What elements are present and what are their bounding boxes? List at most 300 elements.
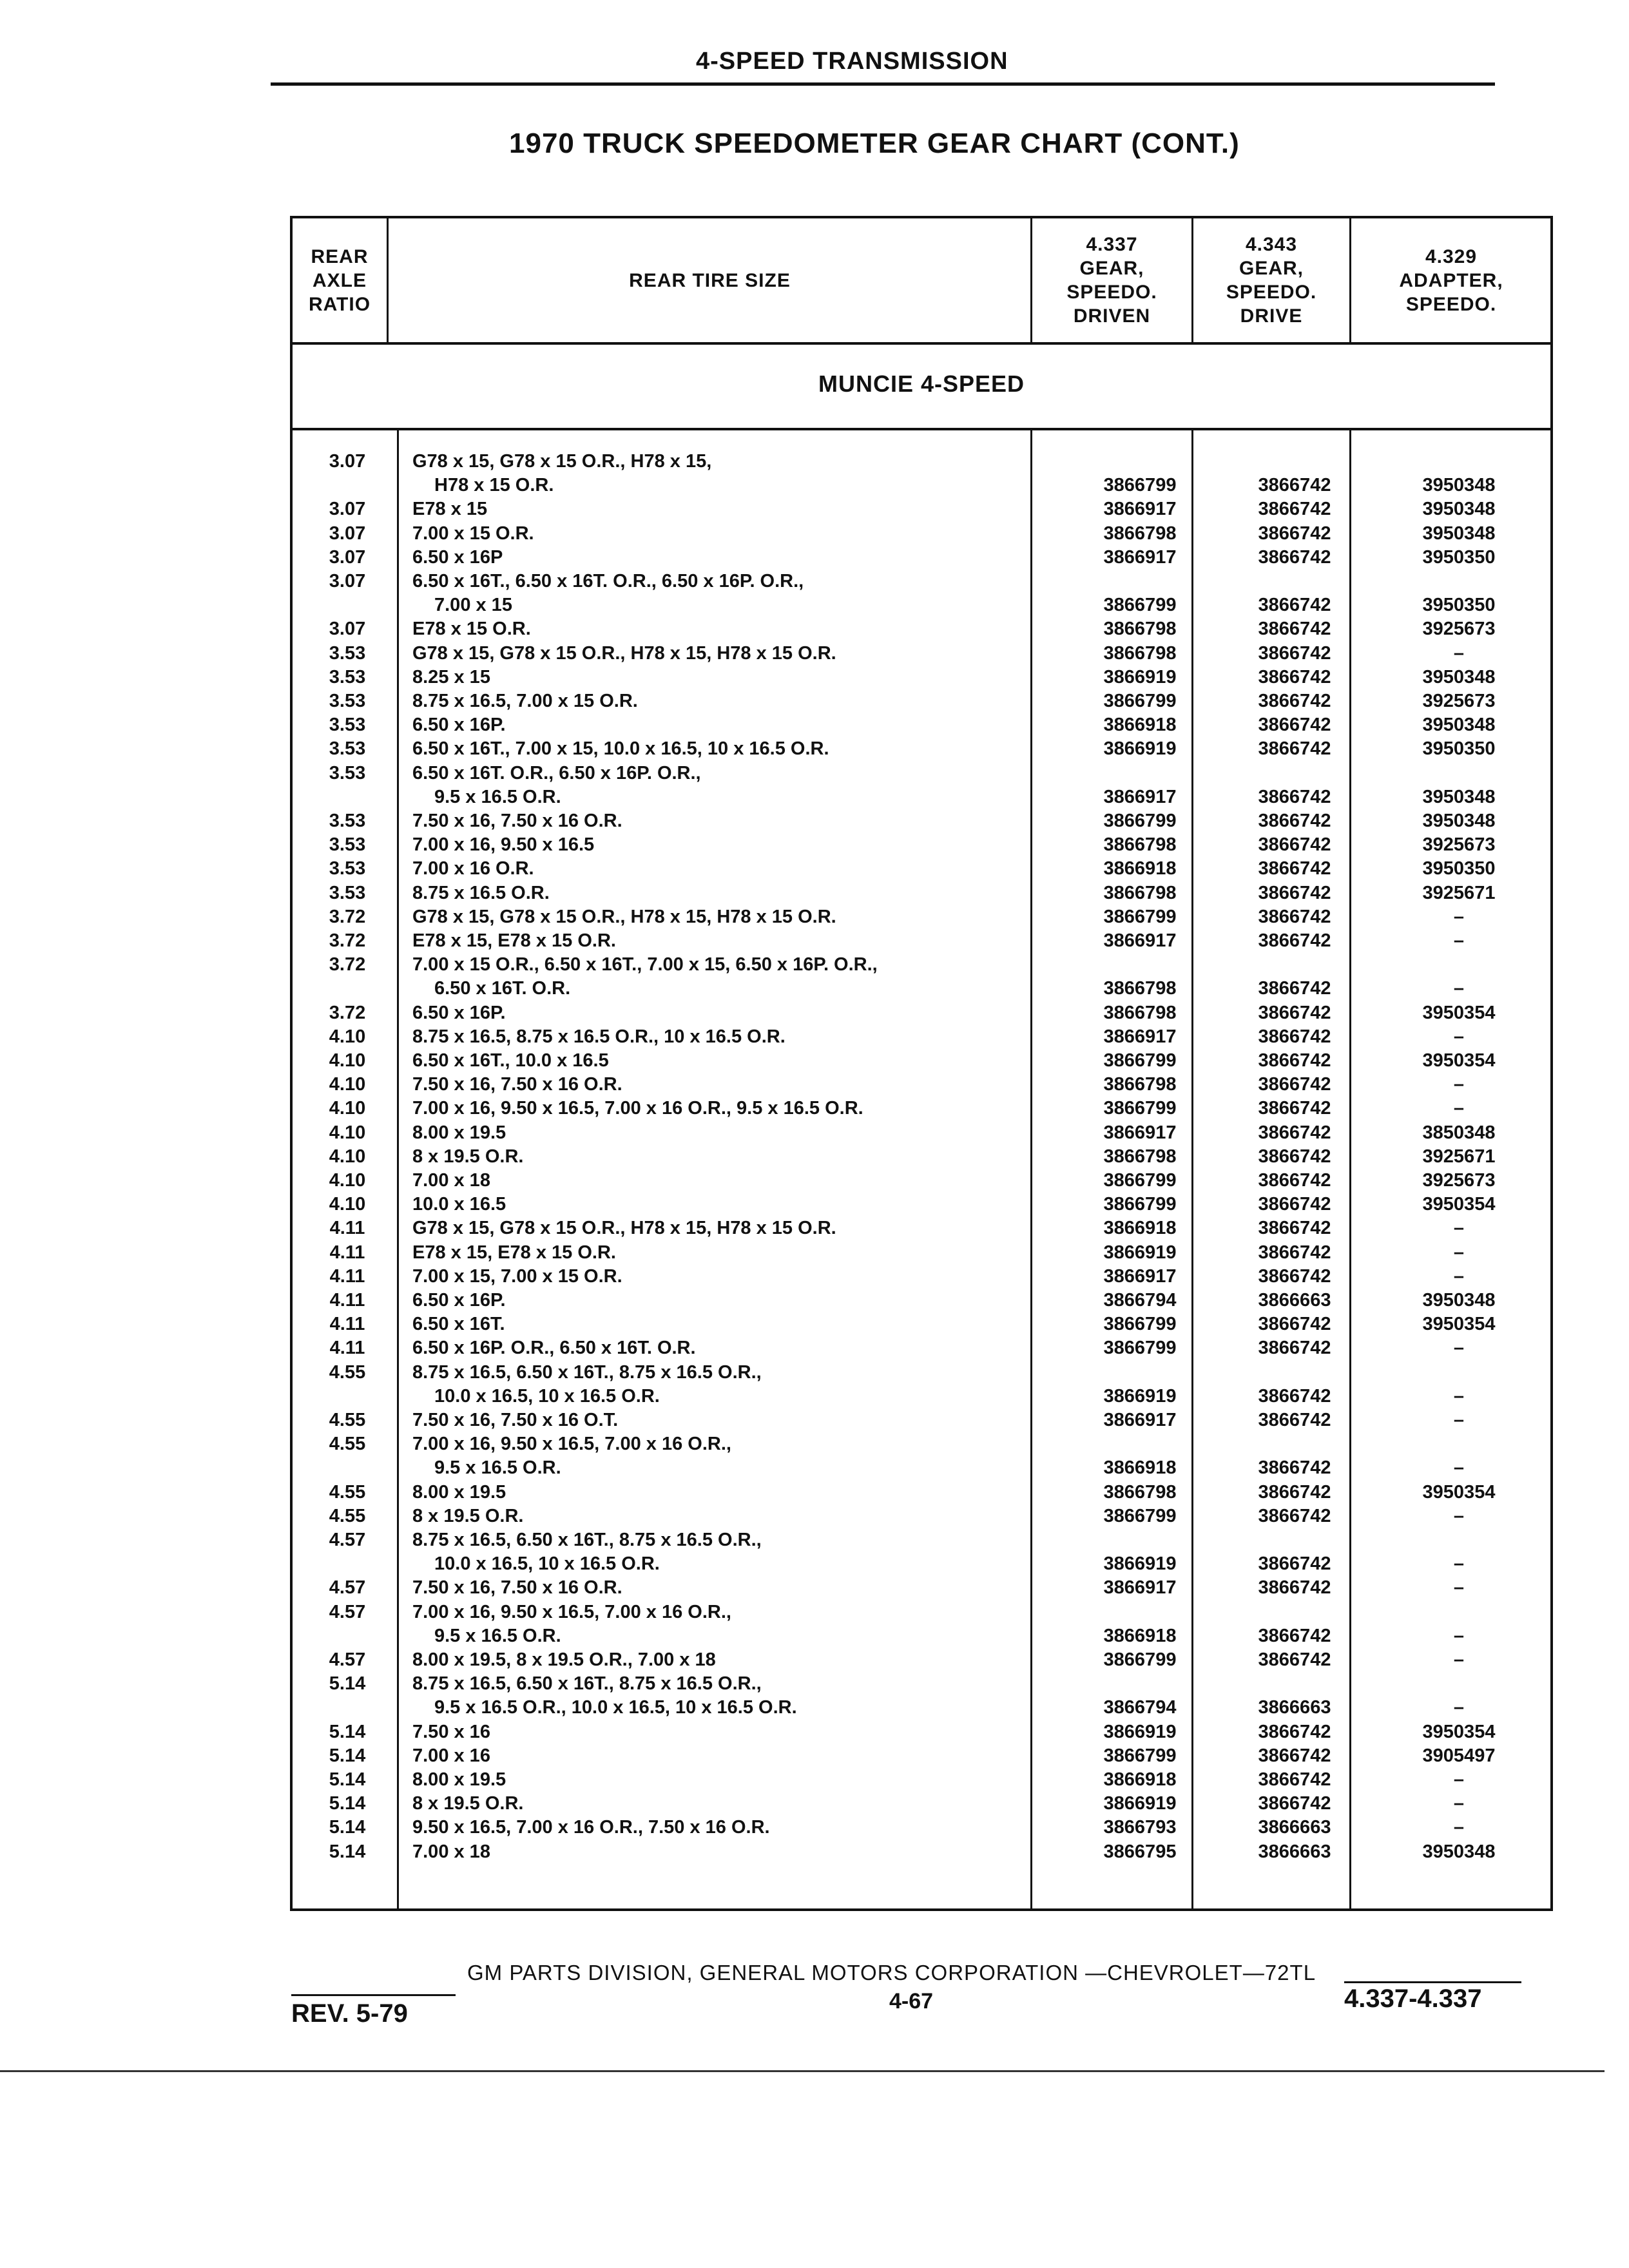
speedo-adapter-cell: – xyxy=(1453,978,1465,999)
table-row xyxy=(293,1408,1550,1432)
speedo-driven-cell: 3866798 xyxy=(1103,1074,1177,1095)
speedo-adapter-cell: – xyxy=(1453,1385,1465,1407)
axle-ratio-cell: 4.11 xyxy=(329,1290,365,1311)
axle-ratio-cell: 3.53 xyxy=(329,858,366,879)
axle-ratio-cell: 4.11 xyxy=(329,1242,365,1263)
speedo-drive-cell: 3866742 xyxy=(1258,642,1331,664)
speedo-driven-cell: 3866799 xyxy=(1103,1338,1177,1359)
speedo-adapter-cell: – xyxy=(1453,1410,1465,1430)
table-body xyxy=(290,428,1553,1911)
speedo-driven-cell: 3866798 xyxy=(1103,882,1177,903)
tire-size-cell: E78 x 15, E78 x 15 O.R. xyxy=(412,1242,616,1263)
table-row xyxy=(293,1504,1550,1528)
speedo-driven-cell: 3866917 xyxy=(1103,1265,1177,1287)
table-row xyxy=(293,1528,1550,1552)
speedo-drive-cell: 3866742 xyxy=(1258,691,1331,711)
speedo-driven-cell: 3866798 xyxy=(1103,1481,1177,1503)
speedo-driven-cell: 3866917 xyxy=(1103,786,1177,807)
column-header-adapter: 4.329 ADAPTER, SPEEDO. xyxy=(1399,245,1503,315)
axle-ratio-cell: 4.10 xyxy=(329,1194,366,1215)
tire-size-cell: 8.00 x 19.5 xyxy=(412,1122,506,1143)
tire-size-cell: 8.25 x 15 xyxy=(412,666,490,687)
axle-ratio-cell: 4.11 xyxy=(329,1338,365,1359)
table-row xyxy=(293,689,1550,713)
speedo-adapter-cell: 3950348 xyxy=(1422,666,1496,687)
tire-size-cell: 6.50 x 16T. xyxy=(412,1314,505,1335)
table-row xyxy=(293,1216,1550,1240)
speedo-driven-cell: 3866917 xyxy=(1103,1122,1177,1143)
speedo-driven-cell: 3866799 xyxy=(1103,1050,1177,1071)
axle-ratio-cell: 4.10 xyxy=(329,1098,366,1119)
table-row xyxy=(293,593,1550,617)
speedo-adapter-cell: 3950354 xyxy=(1422,1194,1496,1215)
speedo-adapter-cell: – xyxy=(1453,1098,1465,1119)
speedo-adapter-cell: 3950350 xyxy=(1422,595,1496,616)
speedo-adapter-cell: 3950354 xyxy=(1422,1050,1496,1071)
table-row xyxy=(293,737,1550,761)
speedo-drive-cell: 3866742 xyxy=(1258,1505,1331,1526)
tire-size-cell: G78 x 15, G78 x 15 O.R., H78 x 15, xyxy=(412,451,712,472)
tire-size-cell: 7.00 x 16, 9.50 x 16.5, 7.00 x 16 O.R., xyxy=(412,1434,731,1455)
section-label: MUNCIE 4-SPEED xyxy=(818,370,1025,397)
speedo-drive-cell: 3866742 xyxy=(1258,666,1331,687)
tire-size-cell: 7.00 x 18 xyxy=(412,1170,490,1191)
axle-ratio-cell: 3.07 xyxy=(329,523,366,544)
speedo-drive-cell: 3866742 xyxy=(1258,1098,1331,1119)
speedo-adapter-cell: – xyxy=(1453,1577,1465,1599)
section-band xyxy=(290,342,1553,430)
table-row xyxy=(293,1576,1550,1600)
axle-ratio-cell: 3.53 xyxy=(329,762,366,783)
tire-size-cell: 9.5 x 16.5 O.R. xyxy=(434,786,561,807)
speedo-driven-cell: 3866799 xyxy=(1103,691,1177,711)
speedo-adapter-cell: 3925673 xyxy=(1422,1170,1496,1191)
axle-ratio-cell: 4.11 xyxy=(329,1265,365,1287)
axle-ratio-cell: 3.07 xyxy=(329,571,366,591)
speedo-drive-cell: 3866742 xyxy=(1258,1146,1331,1167)
speedo-drive-cell: 3866742 xyxy=(1258,1625,1331,1646)
speedo-driven-cell: 3866918 xyxy=(1103,1218,1177,1239)
axle-ratio-cell: 4.57 xyxy=(329,1649,366,1670)
tire-size-cell: 6.50 x 16P. xyxy=(412,1290,506,1311)
speedo-adapter-cell: 3925673 xyxy=(1422,834,1496,856)
axle-ratio-cell: 4.57 xyxy=(329,1577,366,1599)
axle-ratio-cell: 3.72 xyxy=(329,906,366,927)
table-row xyxy=(293,1552,1550,1576)
speedo-driven-cell: 3866799 xyxy=(1103,595,1177,616)
speedo-adapter-cell: 3950348 xyxy=(1422,499,1496,520)
tire-size-cell: 8.75 x 16.5, 6.50 x 16T., 8.75 x 16.5 O.R., xyxy=(412,1673,762,1695)
bottom-rule xyxy=(0,2070,1605,2072)
speedo-drive-cell: 3866742 xyxy=(1258,1410,1331,1430)
table-row xyxy=(293,953,1550,977)
tire-size-cell: 8.00 x 19.5 xyxy=(412,1481,506,1503)
speedo-drive-cell: 3866742 xyxy=(1258,1338,1331,1359)
tire-size-cell: 6.50 x 16P. xyxy=(412,1002,506,1023)
speedo-driven-cell: 3866795 xyxy=(1103,1841,1177,1862)
axle-ratio-cell: 4.10 xyxy=(329,1146,366,1167)
table-row xyxy=(293,1241,1550,1265)
table-row xyxy=(293,617,1550,641)
speedo-drive-cell: 3866742 xyxy=(1258,1577,1331,1599)
axle-ratio-cell: 4.10 xyxy=(329,1122,366,1143)
speedo-driven-cell: 3866798 xyxy=(1103,978,1177,999)
speedo-driven-cell: 3866919 xyxy=(1103,1385,1177,1407)
speedo-adapter-cell: 3950354 xyxy=(1422,1721,1496,1742)
speedo-adapter-cell: 3905497 xyxy=(1422,1745,1496,1766)
table-row xyxy=(293,1840,1550,1864)
tire-size-cell: 8.75 x 16.5, 6.50 x 16T., 8.75 x 16.5 O.R., xyxy=(412,1361,762,1383)
axle-ratio-cell: 3.53 xyxy=(329,834,366,856)
speedo-adapter-cell: – xyxy=(1453,1457,1465,1479)
tire-size-cell: 7.00 x 18 xyxy=(412,1841,490,1862)
speedo-driven-cell: 3866919 xyxy=(1103,738,1177,760)
speedo-drive-cell: 3866742 xyxy=(1258,1194,1331,1215)
tire-size-cell: 7.00 x 15 O.R. xyxy=(412,523,534,544)
speedo-driven-cell: 3866794 xyxy=(1103,1697,1177,1718)
tire-size-cell: 8.75 x 16.5, 8.75 x 16.5 O.R., 10 x 16.5 O.R. xyxy=(412,1026,786,1047)
tire-size-cell: 7.00 x 16, 9.50 x 16.5, 7.00 x 16 O.R., xyxy=(412,1601,731,1622)
speedo-adapter-cell: 3925673 xyxy=(1422,691,1496,711)
speedo-driven-cell: 3866917 xyxy=(1103,499,1177,520)
speedo-adapter-cell: 3950348 xyxy=(1422,1290,1496,1311)
tire-size-cell: 10.0 x 16.5, 10 x 16.5 O.R. xyxy=(434,1553,660,1575)
tire-size-cell: 6.50 x 16T. O.R., 6.50 x 16P. O.R., xyxy=(412,762,701,783)
speedo-drive-cell: 3866742 xyxy=(1258,1170,1331,1191)
axle-ratio-cell: 4.55 xyxy=(329,1434,366,1455)
axle-ratio-cell: 3.53 xyxy=(329,715,366,736)
table-header xyxy=(290,216,1553,345)
speedo-driven-cell: 3866918 xyxy=(1103,858,1177,879)
table-row xyxy=(293,1336,1550,1360)
speedo-adapter-cell: 3925671 xyxy=(1422,1146,1496,1167)
title-rule xyxy=(271,82,1495,86)
column-header-driven: 4.337 GEAR, SPEEDO. DRIVEN xyxy=(1066,234,1157,327)
table-row xyxy=(293,1121,1550,1145)
column-header-tire: REAR TIRE SIZE xyxy=(629,269,791,291)
speedo-drive-cell: 3866742 xyxy=(1258,738,1331,760)
tire-size-cell: 10.0 x 16.5, 10 x 16.5 O.R. xyxy=(434,1385,660,1407)
tire-size-cell: 9.5 x 16.5 O.R. xyxy=(434,1457,561,1479)
speedo-driven-cell: 3866799 xyxy=(1103,1098,1177,1119)
table-row xyxy=(293,546,1550,570)
table-row xyxy=(293,1145,1550,1169)
table-row xyxy=(293,1312,1550,1336)
tire-size-cell: 8.75 x 16.5, 6.50 x 16T., 8.75 x 16.5 O.R., xyxy=(412,1530,762,1550)
table-row xyxy=(293,833,1550,857)
table-row xyxy=(293,522,1550,546)
speedo-adapter-cell: – xyxy=(1453,1074,1465,1095)
speedo-adapter-cell: – xyxy=(1453,1769,1465,1790)
axle-ratio-cell: 4.10 xyxy=(329,1026,366,1047)
speedo-drive-cell: 3866742 xyxy=(1258,1481,1331,1503)
table-row xyxy=(293,1193,1550,1216)
axle-ratio-cell: 4.11 xyxy=(329,1314,365,1335)
speedo-driven-cell: 3866919 xyxy=(1103,1553,1177,1575)
speedo-drive-cell: 3866742 xyxy=(1258,1218,1331,1239)
speedo-driven-cell: 3866794 xyxy=(1103,1290,1177,1311)
table-row xyxy=(293,809,1550,833)
axle-ratio-cell: 3.72 xyxy=(329,1002,366,1023)
table-row xyxy=(293,977,1550,1001)
speedo-drive-cell: 3866742 xyxy=(1258,715,1331,736)
tire-size-cell: 7.00 x 15, 7.00 x 15 O.R. xyxy=(412,1265,622,1287)
table-row xyxy=(293,881,1550,905)
axle-ratio-cell: 3.07 xyxy=(329,619,366,640)
speedo-driven-cell: 3866917 xyxy=(1103,1410,1177,1430)
table-row xyxy=(293,1361,1550,1385)
table-row xyxy=(293,1648,1550,1672)
speedo-adapter-cell: – xyxy=(1453,1242,1465,1263)
tire-size-cell: G78 x 15, G78 x 15 O.R., H78 x 15, H78 x 15 O.R. xyxy=(412,642,836,664)
speedo-drive-cell: 3866742 xyxy=(1258,1122,1331,1143)
page-number: 4-67 xyxy=(889,1989,934,2013)
tire-size-cell: 8 x 19.5 O.R. xyxy=(412,1505,524,1526)
speedo-driven-cell: 3866919 xyxy=(1103,1242,1177,1263)
table-row xyxy=(293,1816,1550,1840)
speedo-drive-cell: 3866742 xyxy=(1258,1242,1331,1263)
axle-ratio-cell: 5.14 xyxy=(329,1673,366,1695)
table-row xyxy=(293,1456,1550,1480)
tire-size-cell: 10.0 x 16.5 xyxy=(412,1194,506,1215)
speedo-adapter-cell: 3950350 xyxy=(1422,546,1496,568)
tire-size-cell: 6.50 x 16T., 10.0 x 16.5 xyxy=(412,1050,609,1071)
tire-size-cell: 8.00 x 19.5 xyxy=(412,1769,506,1790)
tire-size-cell: G78 x 15, G78 x 15 O.R., H78 x 15, H78 x 15 O.R. xyxy=(412,1218,836,1239)
tire-size-cell: 9.5 x 16.5 O.R. xyxy=(434,1625,561,1646)
tire-size-cell: 7.50 x 16 xyxy=(412,1721,490,1742)
column-header-ratio: REAR AXLE RATIO xyxy=(308,245,371,315)
tire-size-cell: 6.50 x 16T. O.R. xyxy=(434,978,571,999)
table-row xyxy=(293,1432,1550,1456)
tire-size-cell: E78 x 15 xyxy=(412,499,488,520)
speedo-drive-cell: 3866742 xyxy=(1258,1457,1331,1479)
chart-title: 1970 TRUCK SPEEDOMETER GEAR CHART (CONT.) xyxy=(509,128,1240,159)
speedo-drive-cell: 3866742 xyxy=(1258,1385,1331,1407)
speedo-drive-cell: 3866742 xyxy=(1258,523,1331,544)
axle-ratio-cell: 3.53 xyxy=(329,882,366,903)
speedo-adapter-cell: 3950354 xyxy=(1422,1314,1496,1335)
table-row xyxy=(293,1481,1550,1504)
speedo-drive-cell: 3866742 xyxy=(1258,1265,1331,1287)
speedo-driven-cell: 3866793 xyxy=(1103,1817,1177,1838)
speedo-adapter-cell: – xyxy=(1453,1649,1465,1670)
table-row xyxy=(293,1265,1550,1289)
table-row xyxy=(293,570,1550,593)
axle-ratio-cell: 3.53 xyxy=(329,642,366,664)
tire-size-cell: 7.50 x 16, 7.50 x 16 O.R. xyxy=(412,811,622,831)
speedo-drive-cell: 3866742 xyxy=(1258,1314,1331,1335)
table-row xyxy=(293,1744,1550,1768)
speedo-adapter-cell: 3925671 xyxy=(1422,882,1496,903)
tire-size-cell: 7.50 x 16, 7.50 x 16 O.R. xyxy=(412,1074,622,1095)
axle-ratio-cell: 3.07 xyxy=(329,546,366,568)
speedo-drive-cell: 3866663 xyxy=(1258,1817,1331,1838)
table-row xyxy=(293,666,1550,689)
table-row xyxy=(293,785,1550,809)
speedo-driven-cell: 3866918 xyxy=(1103,1457,1177,1479)
axle-ratio-cell: 3.53 xyxy=(329,738,366,760)
speedo-adapter-cell: 3950348 xyxy=(1422,1841,1496,1862)
speedo-adapter-cell: – xyxy=(1453,930,1465,951)
tire-size-cell: 6.50 x 16P. xyxy=(412,715,506,736)
table-row xyxy=(293,474,1550,497)
table-row xyxy=(293,762,1550,785)
speedo-adapter-cell: 3950350 xyxy=(1422,738,1496,760)
speedo-driven-cell: 3866798 xyxy=(1103,619,1177,640)
speedo-driven-cell: 3866798 xyxy=(1103,642,1177,664)
speedo-adapter-cell: 3950354 xyxy=(1422,1002,1496,1023)
axle-ratio-cell: 4.10 xyxy=(329,1050,366,1071)
table-row xyxy=(293,1049,1550,1073)
axle-ratio-cell: 3.72 xyxy=(329,930,366,951)
speedo-drive-cell: 3866742 xyxy=(1258,1050,1331,1071)
speedo-driven-cell: 3866798 xyxy=(1103,834,1177,856)
tire-size-cell: 9.5 x 16.5 O.R., 10.0 x 16.5, 10 x 16.5 O.R. xyxy=(434,1697,797,1718)
speedo-adapter-cell: – xyxy=(1453,642,1465,664)
table-row xyxy=(293,857,1550,881)
table-row xyxy=(293,1624,1550,1648)
table-row xyxy=(293,1001,1550,1025)
speedo-driven-cell: 3866919 xyxy=(1103,666,1177,687)
speedo-driven-cell: 3866799 xyxy=(1103,1170,1177,1191)
speedo-drive-cell: 3866742 xyxy=(1258,475,1331,496)
speedo-driven-cell: 3866919 xyxy=(1103,1793,1177,1814)
tire-size-cell: 6.50 x 16T., 6.50 x 16T. O.R., 6.50 x 16P. O.R., xyxy=(412,571,804,591)
speedo-drive-cell: 3866663 xyxy=(1258,1697,1331,1718)
tire-size-cell: 7.00 x 16 O.R. xyxy=(412,858,534,879)
speedo-drive-cell: 3866742 xyxy=(1258,882,1331,903)
tire-size-cell: 6.50 x 16P xyxy=(412,546,503,568)
footer-organization: GM PARTS DIVISION, GENERAL MOTORS CORPORATION —CHEVROLET—72TL xyxy=(467,1961,1316,1984)
speedo-drive-cell: 3866742 xyxy=(1258,1074,1331,1095)
speedo-adapter-cell: – xyxy=(1453,1625,1465,1646)
speedo-drive-cell: 3866742 xyxy=(1258,906,1331,927)
speedo-drive-cell: 3866663 xyxy=(1258,1841,1331,1862)
speedo-driven-cell: 3866799 xyxy=(1103,1505,1177,1526)
speedo-adapter-cell: – xyxy=(1453,1505,1465,1526)
speedo-adapter-cell: – xyxy=(1453,906,1465,927)
tire-size-cell: 7.00 x 15 O.R., 6.50 x 16T., 7.00 x 15, 6.50 x 16P. O.R., xyxy=(412,954,878,975)
speedo-drive-cell: 3866742 xyxy=(1258,1793,1331,1814)
tire-size-cell: E78 x 15 O.R. xyxy=(412,619,531,640)
speedo-driven-cell: 3866918 xyxy=(1103,1625,1177,1646)
speedo-drive-cell: 3866742 xyxy=(1258,1002,1331,1023)
speedo-adapter-cell: 3950348 xyxy=(1422,811,1496,831)
speedo-adapter-cell: – xyxy=(1453,1218,1465,1239)
table-row xyxy=(293,1097,1550,1120)
tire-size-cell: 9.50 x 16.5, 7.00 x 16 O.R., 7.50 x 16 O.R. xyxy=(412,1817,770,1838)
axle-ratio-cell: 4.55 xyxy=(329,1410,366,1430)
table-row xyxy=(293,905,1550,929)
speedo-drive-cell: 3866742 xyxy=(1258,834,1331,856)
tire-size-cell: 6.50 x 16T., 7.00 x 15, 10.0 x 16.5, 10 x 16.5 O.R. xyxy=(412,738,829,760)
tire-size-cell: 7.00 x 16, 9.50 x 16.5 xyxy=(412,834,595,856)
table-row xyxy=(293,450,1550,474)
speedo-adapter-cell: – xyxy=(1453,1026,1465,1047)
footer-rule xyxy=(1344,1981,1521,1983)
speedo-driven-cell: 3866918 xyxy=(1103,1769,1177,1790)
footer-rule xyxy=(291,1994,456,1996)
speedo-adapter-cell: 3950348 xyxy=(1422,715,1496,736)
speedo-driven-cell: 3866799 xyxy=(1103,811,1177,831)
axle-ratio-cell: 5.14 xyxy=(329,1841,366,1862)
axle-ratio-cell: 5.14 xyxy=(329,1817,366,1838)
section-title: 4-SPEED TRANSMISSION xyxy=(696,48,1008,75)
table-row xyxy=(293,1385,1550,1408)
tire-size-cell: 7.00 x 15 xyxy=(434,595,512,616)
tire-size-cell: 7.50 x 16, 7.50 x 16 O.R. xyxy=(412,1577,622,1599)
tire-size-cell: H78 x 15 O.R. xyxy=(434,475,554,496)
axle-ratio-cell: 4.10 xyxy=(329,1074,366,1095)
table-row xyxy=(293,1672,1550,1696)
speedo-drive-cell: 3866742 xyxy=(1258,595,1331,616)
speedo-adapter-cell: – xyxy=(1453,1265,1465,1287)
tire-size-cell: 8 x 19.5 O.R. xyxy=(412,1793,524,1814)
table-row xyxy=(293,1289,1550,1312)
speedo-drive-cell: 3866742 xyxy=(1258,1649,1331,1670)
speedo-drive-cell: 3866742 xyxy=(1258,499,1331,520)
speedo-drive-cell: 3866742 xyxy=(1258,930,1331,951)
axle-ratio-cell: 4.10 xyxy=(329,1170,366,1191)
speedo-adapter-cell: 3950348 xyxy=(1422,523,1496,544)
axle-ratio-cell: 4.11 xyxy=(329,1218,365,1239)
speedo-driven-cell: 3866917 xyxy=(1103,930,1177,951)
speedo-adapter-cell: – xyxy=(1453,1697,1465,1718)
table-row xyxy=(293,1768,1550,1792)
speedo-adapter-cell: 3925673 xyxy=(1422,619,1496,640)
axle-ratio-cell: 4.55 xyxy=(329,1505,366,1526)
tire-size-cell: 8.00 x 19.5, 8 x 19.5 O.R., 7.00 x 18 xyxy=(412,1649,716,1670)
axle-ratio-cell: 5.14 xyxy=(329,1721,366,1742)
speedo-driven-cell: 3866918 xyxy=(1103,715,1177,736)
axle-ratio-cell: 3.53 xyxy=(329,666,366,687)
axle-ratio-cell: 5.14 xyxy=(329,1793,366,1814)
table-row xyxy=(293,1073,1550,1097)
table-row xyxy=(293,642,1550,666)
speedo-adapter-cell: 3950348 xyxy=(1422,786,1496,807)
axle-ratio-cell: 3.72 xyxy=(329,954,366,975)
tire-size-cell: 7.50 x 16, 7.50 x 16 O.T. xyxy=(412,1410,619,1430)
table-row xyxy=(293,1720,1550,1744)
speedo-drive-cell: 3866742 xyxy=(1258,1745,1331,1766)
table-row xyxy=(293,929,1550,953)
speedo-adapter-cell: 3850348 xyxy=(1422,1122,1496,1143)
speedo-driven-cell: 3866799 xyxy=(1103,1194,1177,1215)
footer-code: 4.337-4.337 xyxy=(1344,1984,1482,2013)
table-row xyxy=(293,1025,1550,1049)
speedo-drive-cell: 3866742 xyxy=(1258,546,1331,568)
axle-ratio-cell: 3.53 xyxy=(329,811,366,831)
speedo-drive-cell: 3866742 xyxy=(1258,1721,1331,1742)
speedo-drive-cell: 3866663 xyxy=(1258,1290,1331,1311)
axle-ratio-cell: 5.14 xyxy=(329,1769,366,1790)
speedo-adapter-cell: 3950350 xyxy=(1422,858,1496,879)
table-row xyxy=(293,1696,1550,1720)
speedo-adapter-cell: – xyxy=(1453,1338,1465,1359)
speedo-drive-cell: 3866742 xyxy=(1258,858,1331,879)
speedo-drive-cell: 3866742 xyxy=(1258,619,1331,640)
speedo-adapter-cell: – xyxy=(1453,1793,1465,1814)
speedo-adapter-cell: 3950348 xyxy=(1422,475,1496,496)
axle-ratio-cell: 3.07 xyxy=(329,499,366,520)
speedo-driven-cell: 3866798 xyxy=(1103,523,1177,544)
tire-size-cell: 8 x 19.5 O.R. xyxy=(412,1146,524,1167)
column-header-drive: 4.343 GEAR, SPEEDO. DRIVE xyxy=(1226,234,1317,327)
speedo-driven-cell: 3866917 xyxy=(1103,1577,1177,1599)
speedo-driven-cell: 3866799 xyxy=(1103,475,1177,496)
table-row xyxy=(293,1600,1550,1624)
